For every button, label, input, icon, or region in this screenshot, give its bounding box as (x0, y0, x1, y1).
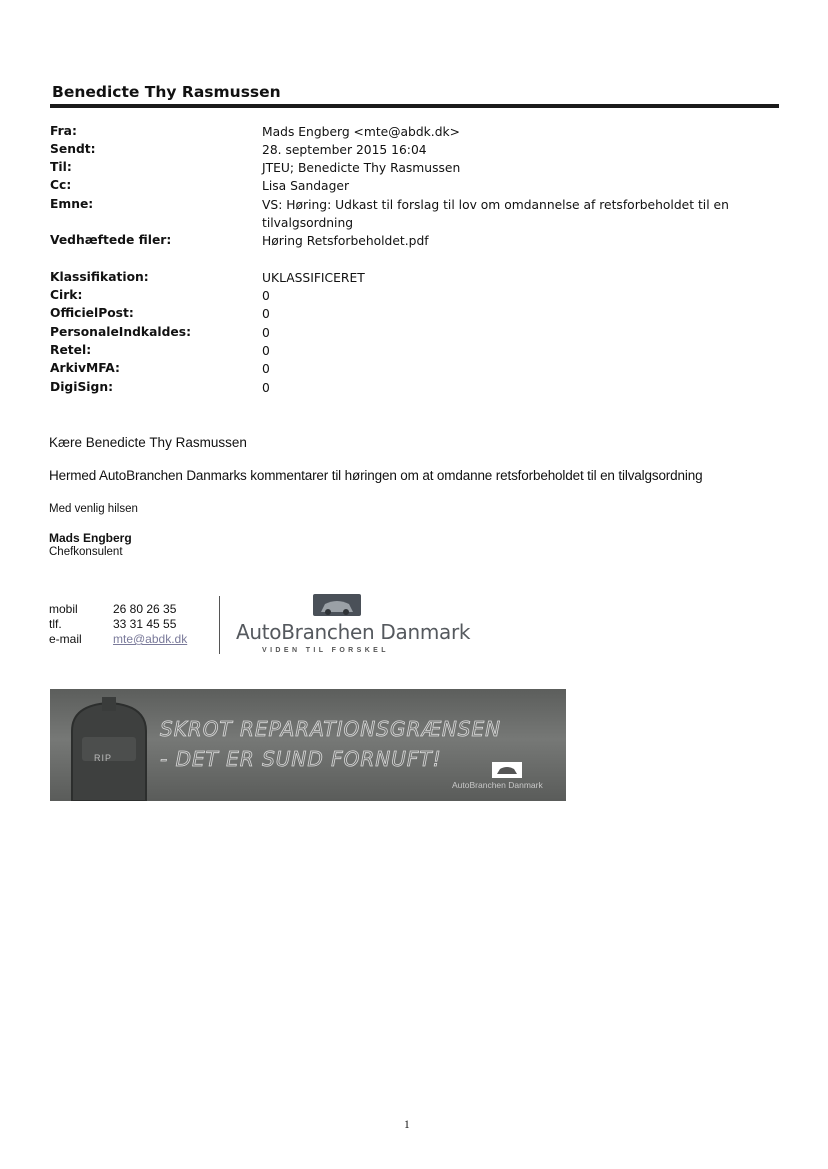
property-label: Klassifikation: (50, 270, 149, 284)
rip-label: RIP (94, 753, 113, 763)
cc-label: Cc: (50, 178, 72, 192)
subject-label: Emne: (50, 197, 94, 211)
attachment-link[interactable]: Høring Retsforbeholdet.pdf (262, 234, 429, 248)
property-value: 0 (262, 381, 270, 395)
campaign-banner[interactable] (50, 689, 566, 801)
sent-label: Sendt: (50, 142, 96, 156)
brand-name: AutoBranchen Danmark (236, 620, 471, 644)
banner-headline-2: - DET ER SUND FORNUFT! (160, 747, 442, 771)
mobile-value: 26 80 26 35 (113, 602, 177, 616)
to-value: JTEU; Benedicte Thy Rasmussen (262, 161, 461, 175)
property-value: 0 (262, 307, 270, 321)
property-value: 0 (262, 362, 270, 376)
property-label: OfficielPost: (50, 306, 134, 320)
phone-label: tlf. (49, 617, 62, 631)
subject-line-2: tilvalgsordning (262, 216, 354, 230)
property-value: UKLASSIFICERET (262, 271, 365, 285)
car-logo-icon (313, 592, 361, 618)
mailbox-owner-name: Benedicte Thy Rasmussen (52, 83, 281, 101)
from-value: Mads Engberg <mte@abdk.dk> (262, 125, 460, 139)
from-label: Fra: (50, 124, 77, 138)
sent-value: 28. september 2015 16:04 (262, 143, 427, 157)
property-label: Cirk: (50, 288, 83, 302)
property-label: ArkivMFA: (50, 361, 120, 375)
subject-line-1: VS: Høring: Udkast til forslag til lov om omdannelse af retsforbeholdet til en (262, 198, 729, 212)
tombstone-icon (68, 697, 150, 801)
to-label: Til: (50, 160, 72, 174)
email-label: e-mail (49, 632, 82, 646)
header-divider (50, 104, 779, 108)
page-number: 1 (404, 1119, 410, 1131)
email-link[interactable]: mte@abdk.dk (113, 632, 188, 646)
property-value: 0 (262, 289, 270, 303)
banner-headline-1: SKROT REPARATIONSGRÆNSEN (160, 717, 502, 741)
greeting: Kære Benedicte Thy Rasmussen (49, 435, 247, 450)
signature-divider (219, 596, 220, 654)
property-value: 0 (262, 326, 270, 340)
closing: Med venlig hilsen (49, 503, 138, 515)
mobile-label: mobil (49, 602, 78, 616)
car-logo-icon (492, 762, 522, 778)
property-label: PersonaleIndkaldes: (50, 325, 191, 339)
property-label: DigiSign: (50, 380, 113, 394)
banner-brand: AutoBranchen Danmark (452, 780, 543, 790)
cc-value: Lisa Sandager (262, 179, 350, 193)
phone-value: 33 31 45 55 (113, 617, 177, 631)
attachments-label: Vedhæftede filer: (50, 233, 172, 247)
intro-paragraph: Hermed AutoBranchen Danmarks kommentarer til høringen om at omdanne retsforbeholdet til en tilvalgsordning (49, 468, 703, 483)
property-value: 0 (262, 344, 270, 358)
signature-title: Chefkonsulent (49, 546, 123, 558)
brand-slogan: VIDEN TIL FORSKEL (262, 647, 389, 654)
property-label: Retel: (50, 343, 92, 357)
signature-name: Mads Engberg (49, 531, 132, 545)
